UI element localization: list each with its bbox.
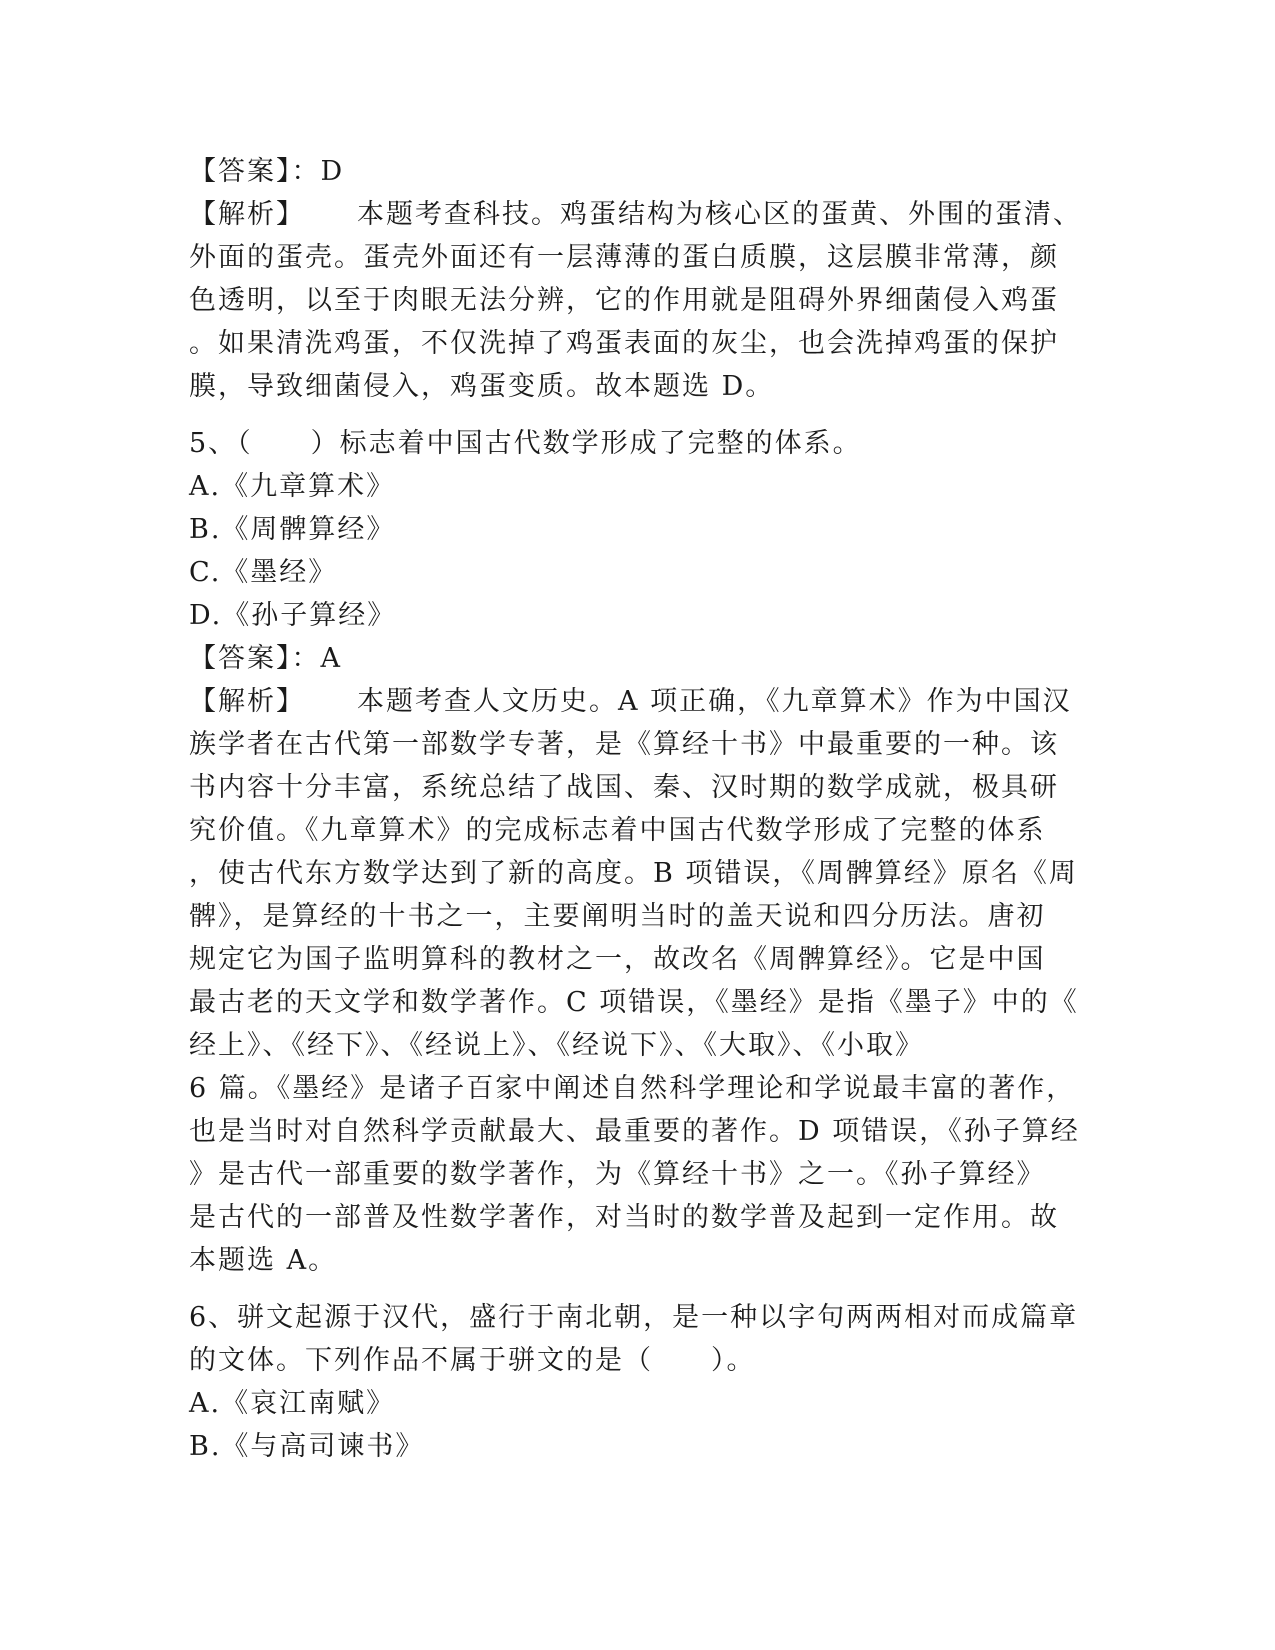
q5-option-c: C.《墨经》 (189, 557, 338, 588)
q5-explanation-line: ，使古代东方数学达到了新的高度。B 项错误，《周髀算经》原名《周 (189, 858, 1078, 889)
q5-explanation-line: 族学者在古代第一部数学专著，是《算经十书》中最重要的一种。该 (189, 729, 1059, 760)
q5-explanation-line: 》是古代一部重要的数学著作，为《算经十书》之一。《孙子算经》 (189, 1159, 1046, 1190)
q5-explanation-line: 也是当时对自然科学贡献最大、最重要的著作。D 项错误，《孙子算经 (189, 1116, 1080, 1147)
q4-explanation-line: 外面的蛋壳。蛋壳外面还有一层薄薄的蛋白质膜，这层膜非常薄，颜 (189, 242, 1059, 273)
q5-option-b: B.《周髀算经》 (189, 514, 396, 545)
q5-explanation-line: 本题选 A。 (189, 1245, 338, 1276)
q5-answer: 【答案】：A (189, 643, 342, 674)
document-page (189, 150, 1089, 1468)
q5-question: 5、（ ）标志着中国古代数学形成了完整的体系。 (189, 428, 862, 459)
q5-explanation-line: 髀》，是算经的十书之一，主要阐明当时的盖天说和四分历法。唐初 (189, 901, 1046, 932)
q4-explanation-line: 色透明，以至于肉眼无法分辨，它的作用就是阻碍外界细菌侵入鸡蛋 (189, 285, 1059, 316)
q4-explanation-line: 膜，导致细菌侵入，鸡蛋变质。故本题选 D。 (189, 371, 775, 402)
q5-explanation-label: 【解析】 (189, 686, 305, 717)
q5-explanation-line: 最古老的天文学和数学著作。C 项错误，《墨经》是指《墨子》中的《 (189, 987, 1079, 1018)
q5-explanation-line: 书内容十分丰富，系统总结了战国、秦、汉时期的数学成就，极具研 (189, 772, 1059, 803)
q5-explanation-line: 规定它为国子监明算科的教材之一，故改名《周髀算经》。它是中国 (189, 944, 1046, 975)
q4-explanation-line: 。如果清洗鸡蛋，不仅洗掉了鸡蛋表面的灰尘，也会洗掉鸡蛋的保护 (189, 328, 1059, 359)
q5-option-d: D.《孙子算经》 (189, 600, 397, 631)
q4-answer: 【答案】：D (189, 156, 345, 187)
q5-explanation-line: 经上》、《经下》、《经说上》、《经说下》、《大取》、《小取》 (189, 1030, 924, 1061)
q6-option-a: A.《哀江南赋》 (189, 1388, 396, 1419)
q6-option-b: B.《与高司谏书》 (189, 1431, 425, 1462)
q5-explanation-line: 6 篇。《墨经》是诸子百家中阐述自然科学理论和学说最丰富的著作， (189, 1073, 1076, 1104)
q6-question-line: 6、骈文起源于汉代，盛行于南北朝，是一种以字句两两相对而成篇章 (189, 1302, 1079, 1333)
q5-explanation-line: 是古代的一部普及性数学著作，对当时的数学普及起到一定作用。故 (189, 1202, 1059, 1233)
q6-question-line: 的文体。下列作品不属于骈文的是（ ）。 (189, 1345, 756, 1376)
q5-explanation-line: 究价值。《九章算术》的完成标志着中国古代数学形成了完整的体系 (189, 815, 1046, 846)
q4-explanation-line: 【解析】 本题考查科技。鸡蛋结构为核心区的蛋黄、外围的蛋清、 (189, 199, 1082, 230)
q5-option-a: A.《九章算术》 (189, 471, 396, 502)
q5-explanation-line: 【解析】 本题考查人文历史。A 项正确，《九章算术》作为中国汉 (189, 686, 1072, 717)
q4-explanation-label: 【解析】 (189, 199, 305, 230)
